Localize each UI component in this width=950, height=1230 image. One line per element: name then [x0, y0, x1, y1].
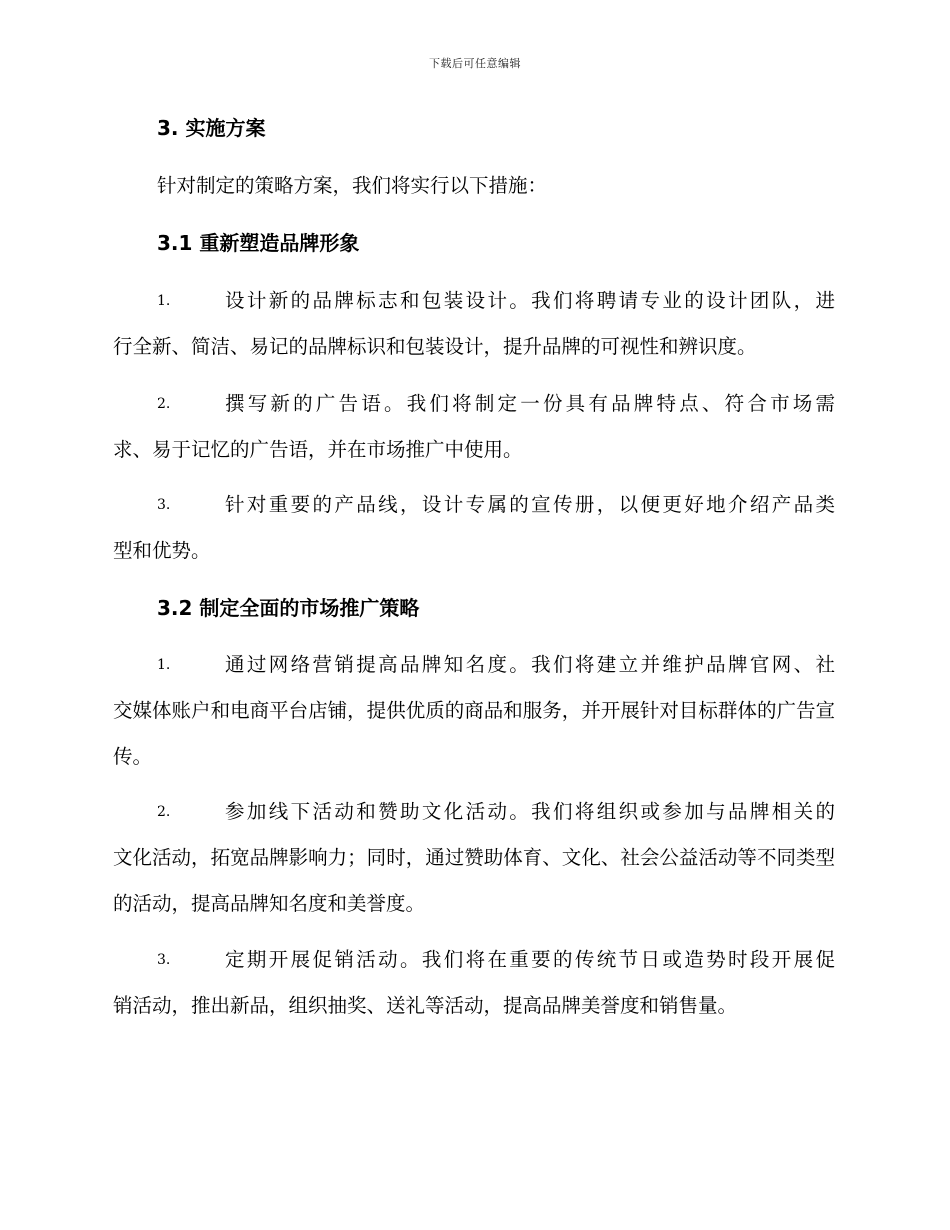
- list-item-first-line: 定期开展促销活动。我们将在重要的传统节日或造势时段开展促: [225, 948, 835, 971]
- section-heading: 3. 实施方案: [157, 116, 266, 140]
- list-item: [113, 482, 835, 574]
- list-item-number: 2.: [157, 396, 171, 412]
- list-item-first-line: 设计新的品牌标志和包装设计。我们将聘请专业的设计团队，进: [225, 289, 835, 312]
- list-item: [113, 278, 835, 370]
- subsection-heading-3-1: 3.1 重新塑造品牌形象: [157, 231, 360, 255]
- section-intro: 针对制定的策略方案，我们将实行以下措施：: [157, 174, 548, 197]
- list-item-continuation: 行全新、简洁、易记的品牌标识和包装设计，提升品牌的可视性和辨识度。: [113, 335, 757, 358]
- list-item-first-line: 针对重要的产品线，设计专属的宣传册，以便更好地介绍产品类: [225, 493, 835, 516]
- list-item-number: 3.: [157, 952, 171, 968]
- subsection-heading-3-2: 3.2 制定全面的市场推广策略: [157, 596, 420, 620]
- list-item-continuation: 型和优势。: [113, 539, 211, 562]
- list-item-number: 1.: [157, 293, 171, 309]
- list-item-number: 1.: [157, 657, 171, 673]
- list-item: [113, 937, 835, 1029]
- list-item-number: 3.: [157, 497, 171, 513]
- list-item-continuation: 文化活动，拓宽品牌影响力；同时，通过赞助体育、文化、社会公益活动等不同类型的活动，提高品牌知名度和美誉度。: [113, 846, 835, 915]
- list-item-first-line: 通过网络营销提高品牌知名度。我们将建立并维护品牌官网、社: [225, 653, 835, 676]
- list-item-continuation: 求、易于记忆的广告语，并在市场推广中使用。: [113, 438, 523, 461]
- header-note: 下载后可任意编辑: [429, 57, 521, 70]
- list-item-first-line: 撰写新的广告语。我们将制定一份具有品牌特点、符合市场需: [225, 392, 835, 415]
- list-item-first-line: 参加线下活动和赞助文化活动。我们将组织或参加与品牌相关的: [225, 800, 835, 823]
- list-item-continuation: 销活动，推出新品，组织抽奖、送礼等活动，提高品牌美誉度和销售量。: [113, 994, 738, 1017]
- list-item-number: 2.: [157, 804, 171, 820]
- list-item: [113, 789, 835, 927]
- list-item-continuation: 交媒体账户和电商平台店铺，提供优质的商品和服务，并开展针对目标群体的广告宣传。: [113, 699, 835, 768]
- list-item: [113, 642, 835, 780]
- list-item: [113, 381, 835, 473]
